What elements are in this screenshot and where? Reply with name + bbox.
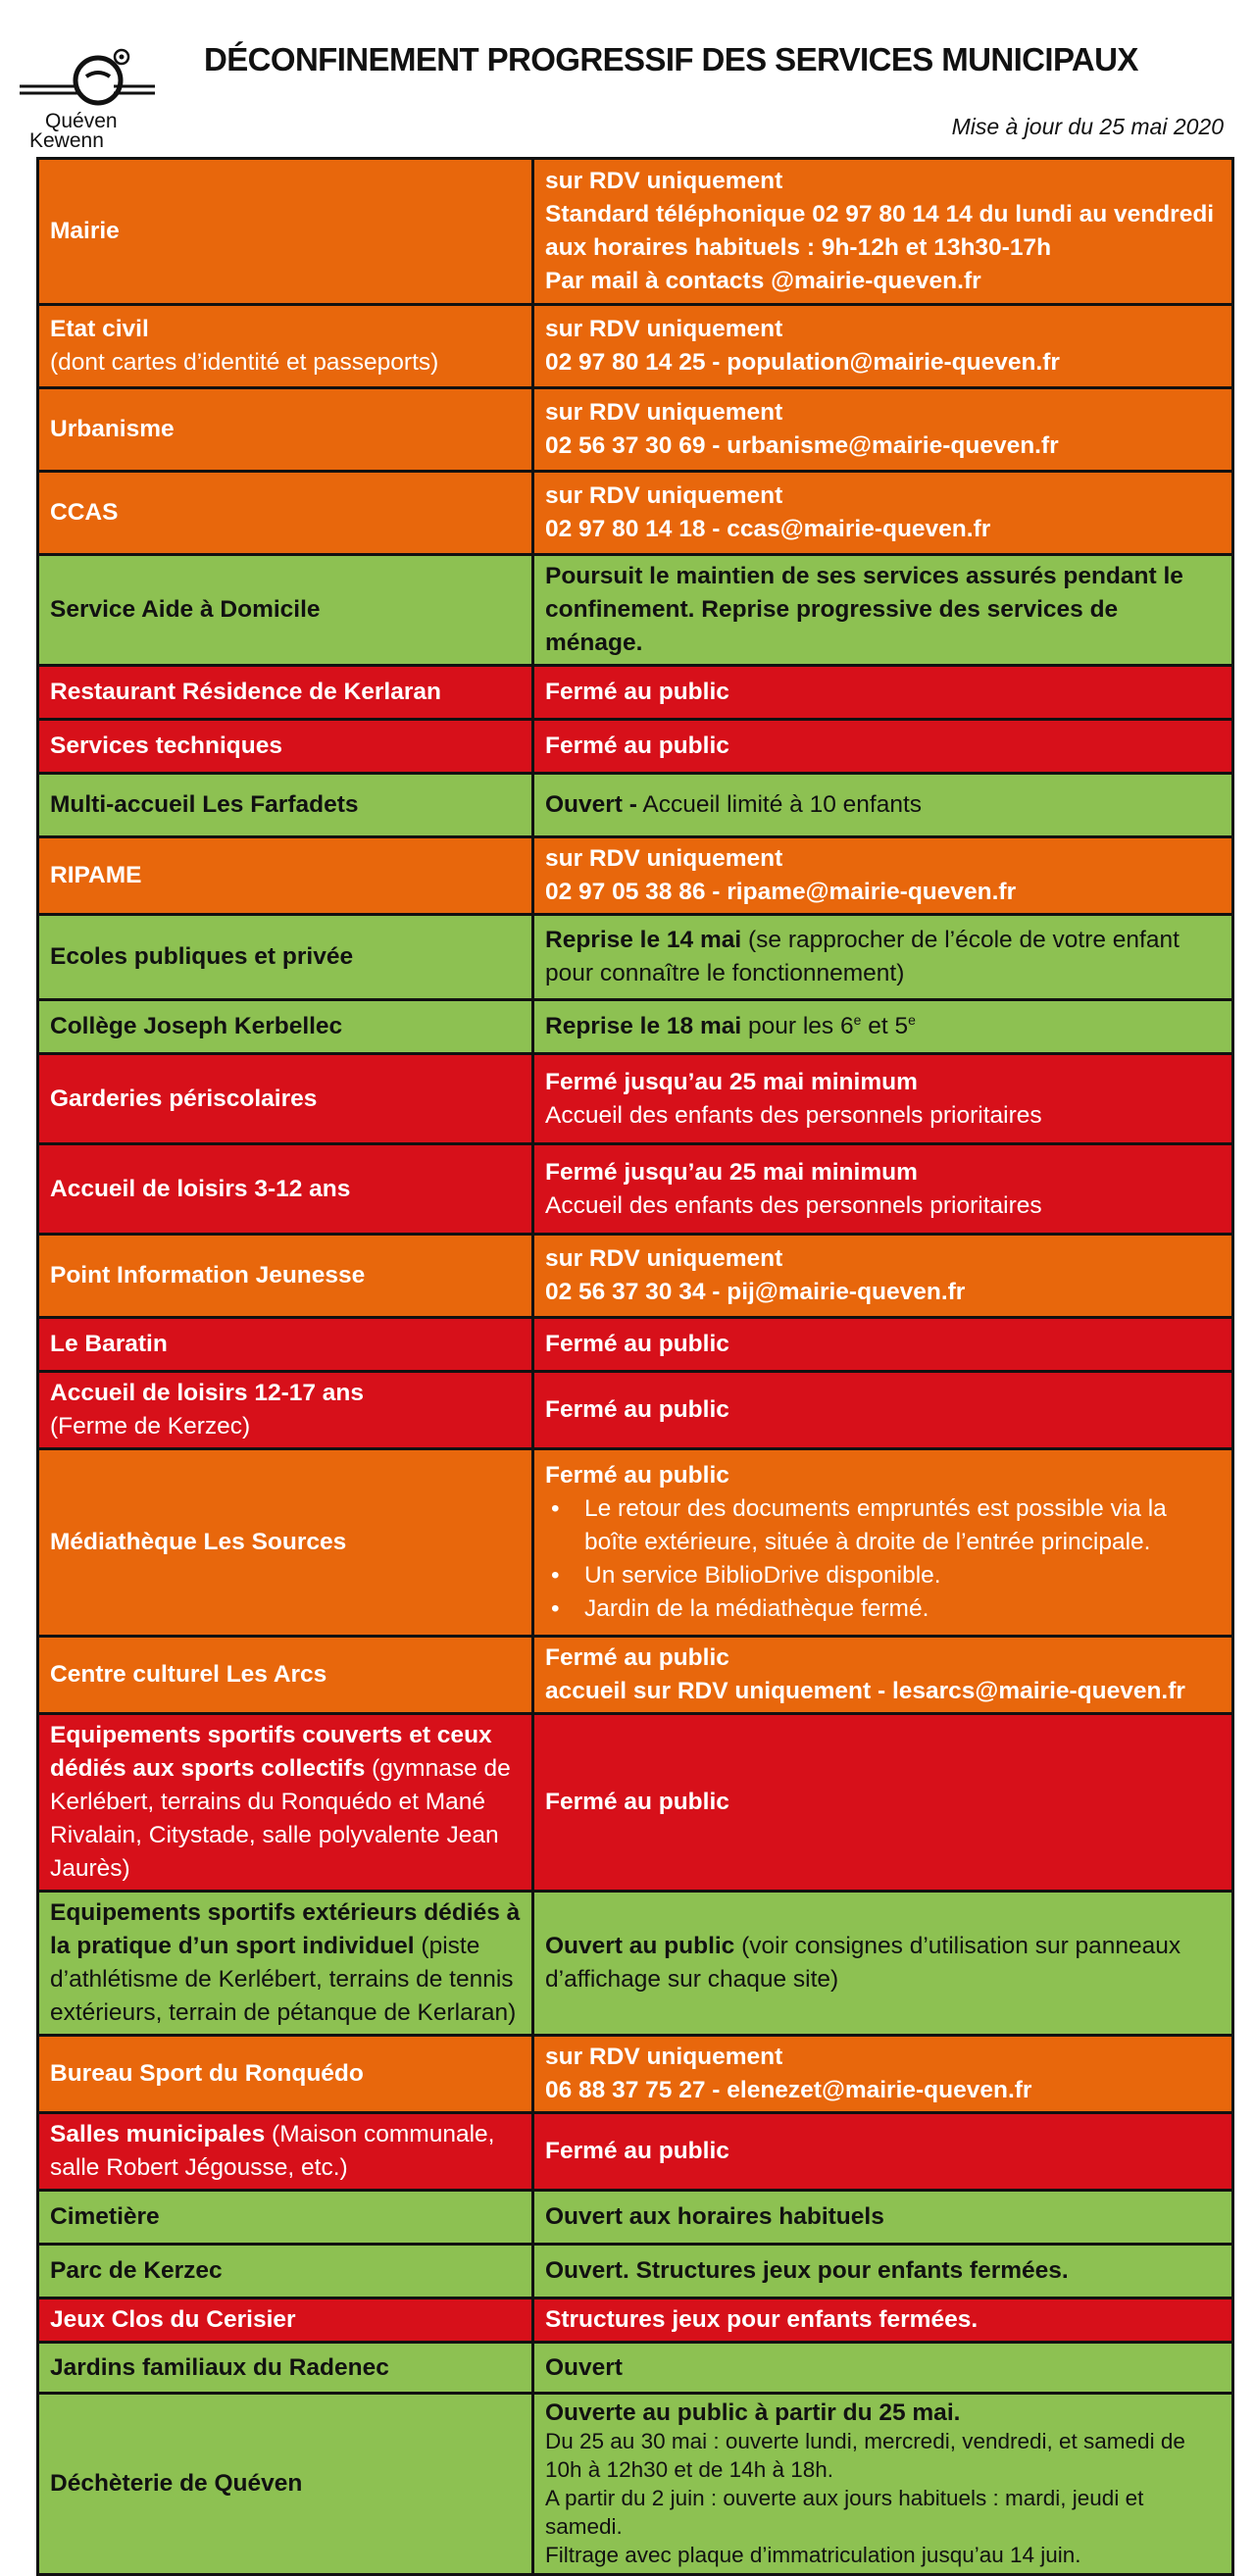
service-note: (Ferme de Kerzec) (50, 1413, 251, 1440)
service-status: Poursuit le maintien de ses services assurés pendant le confinement. Reprise progressive des services de ménage. (533, 555, 1233, 666)
service-name: Collège Joseph Kerbellec (38, 1000, 533, 1054)
status-detail: 02 97 80 14 25 - population@mairie-queven.fr (545, 349, 1060, 376)
status-detail: Du 25 au 30 mai : ouverte lundi, mercredi, vendredi, et samedi de 10h à 12h30 et de 14h à 18h. (545, 2429, 1185, 2482)
service-label: Etat civil (50, 316, 149, 342)
list-item: • Un service BiblioDrive disponible. (584, 1559, 1222, 1592)
status-text: Ouvert - (545, 791, 637, 818)
status-text: Fermé au public (545, 1644, 729, 1671)
service-name (38, 1714, 533, 1892)
service-status (533, 472, 1233, 555)
table-row (38, 1054, 1233, 1144)
service-name (38, 305, 533, 388)
service-status: Fermé au public (533, 1372, 1233, 1449)
queven-logo (18, 47, 165, 155)
table-row (38, 720, 1233, 774)
table-row (38, 2394, 1233, 2575)
service-status (533, 2394, 1233, 2575)
status-text: Fermé au public (545, 1462, 729, 1489)
service-status (533, 1144, 1233, 1235)
service-status: Fermé au public (533, 1714, 1233, 1892)
service-note: (gymnase de Kerlébert, terrains du Ronquédo et Mané Rivalain, Citystade, salle polyvalente Jean Jaurès) (50, 1755, 511, 1882)
table-row (38, 1449, 1233, 1637)
service-name: Le Baratin (38, 1318, 533, 1372)
status-text: sur RDV uniquement (545, 399, 783, 426)
service-name: Parc de Kerzec (38, 2245, 533, 2298)
service-status (533, 837, 1233, 915)
status-text: sur RDV uniquement (545, 316, 783, 342)
status-detail: Accueil limité à 10 enfants (636, 791, 923, 818)
status-detail: Accueil des enfants des personnels prioritaires (545, 1101, 1042, 1129)
update-date: Mise à jour du 25 mai 2020 (951, 114, 1224, 139)
table-row (38, 1235, 1233, 1318)
table-row (38, 472, 1233, 555)
service-note: (Maison communale, salle Robert Jégousse, etc.) (50, 2121, 495, 2181)
status-detail: Accueil des enfants des personnels prioritaires (545, 1191, 1042, 1219)
table-row (38, 2036, 1233, 2113)
service-status (533, 1892, 1233, 2036)
status-text: sur RDV uniquement (545, 168, 783, 194)
status-text: sur RDV uniquement (545, 845, 783, 872)
service-name: Ecoles publiques et privée (38, 915, 533, 1000)
status-detail: Par mail à contacts @mairie-queven.fr (545, 268, 981, 294)
status-text: sur RDV uniquement (545, 2044, 783, 2070)
service-label: Salles municipales (50, 2121, 266, 2147)
service-status: Structures jeux pour enfants fermées. (533, 2298, 1233, 2343)
page-header (0, 0, 1255, 157)
service-status (533, 915, 1233, 1000)
table-row (38, 837, 1233, 915)
service-status: Fermé au public (533, 1318, 1233, 1372)
status-detail: Standard téléphonique 02 97 80 14 14 du lundi au vendredi aux horaires habituels : 9h-12h et 13h30-17h (545, 201, 1215, 261)
status-text: Reprise le 18 mai (545, 1013, 742, 1039)
table-row (38, 2298, 1233, 2343)
status-detail: 06 88 37 75 27 - elenezet@mairie-queven.fr (545, 2077, 1032, 2103)
table-row (38, 388, 1233, 472)
service-name: Mairie (38, 159, 533, 305)
status-detail: 02 97 80 14 18 - ccas@mairie-queven.fr (545, 516, 991, 542)
service-name: Garderies périscolaires (38, 1054, 533, 1144)
table-row (38, 1892, 1233, 2036)
service-status: Ouvert aux horaires habituels (533, 2191, 1233, 2245)
status-text: sur RDV uniquement (545, 1245, 783, 1272)
service-name (38, 1372, 533, 1449)
service-name: Jeux Clos du Cerisier (38, 2298, 533, 2343)
service-status: Fermé au public (533, 666, 1233, 720)
page-title: DÉCONFINEMENT PROGRESSIF DES SERVICES MUNICIPAUX (204, 41, 1138, 77)
status-text: sur RDV uniquement (545, 482, 783, 509)
service-label: Equipements sportifs couverts et ceux dédiés aux sports collectifs (50, 1722, 492, 1782)
table-row (38, 305, 1233, 388)
service-note: (dont cartes d’identité et passeports) (50, 349, 439, 376)
service-note: (piste d’athlétisme de Kerlébert, terrains de tennis extérieurs, terrain de pétanque de Kerlaran) (50, 1933, 517, 2026)
status-detail: Filtrage avec plaque d’immatriculation jusqu’au 14 juin. (545, 2543, 1081, 2567)
table-row (38, 666, 1233, 720)
service-name (38, 2113, 533, 2191)
service-status (533, 2036, 1233, 2113)
service-status: Ouvert. Structures jeux pour enfants fermées. (533, 2245, 1233, 2298)
service-label: Equipements sportifs extérieurs dédiés à la pratique d’un sport individuel (50, 1899, 521, 1959)
table-row (38, 1000, 1233, 1054)
status-text: Fermé jusqu’au 25 mai minimum (545, 1068, 918, 1095)
service-name: Médiathèque Les Sources (38, 1449, 533, 1637)
logo-text-kewenn: Kewenn (29, 129, 104, 152)
status-detail: 02 97 05 38 86 - ripame@mairie-queven.fr (545, 879, 1017, 905)
service-name: RIPAME (38, 837, 533, 915)
service-name: Bureau Sport du Ronquédo (38, 2036, 533, 2113)
logo-text-queven: Quéven (45, 110, 118, 132)
service-name (38, 1892, 533, 2036)
status-detail: accueil sur RDV uniquement - lesarcs@mairie-queven.fr (545, 1678, 1185, 1704)
services-table (36, 157, 1234, 2576)
list-item: • Le retour des documents empruntés est possible via la boîte extérieure, située à droite de l’entrée principale. (584, 1492, 1222, 1559)
service-name: Cimetière (38, 2191, 533, 2245)
service-name: Multi-accueil Les Farfadets (38, 774, 533, 837)
service-status (533, 1000, 1233, 1054)
status-detail: (se rapprocher de l’école de votre enfant pour connaître le fonctionnement) (545, 927, 1180, 986)
service-status (533, 159, 1233, 305)
superscript: e (853, 1011, 862, 1028)
list-item: • Jardin de la médiathèque fermé. (584, 1592, 1222, 1626)
service-status (533, 1235, 1233, 1318)
service-name: Centre culturel Les Arcs (38, 1637, 533, 1714)
table-row (38, 1637, 1233, 1714)
service-label: Accueil de loisirs 12-17 ans (50, 1380, 365, 1406)
service-status (533, 1054, 1233, 1144)
status-text: Fermé jusqu’au 25 mai minimum (545, 1158, 918, 1186)
service-status (533, 1637, 1233, 1714)
service-name: Service Aide à Domicile (38, 555, 533, 666)
table-row (38, 2343, 1233, 2394)
service-status: Fermé au public (533, 720, 1233, 774)
service-name: Déchèterie de Quéven (38, 2394, 533, 2575)
status-text: Reprise le 14 mai (545, 927, 742, 953)
table-row (38, 1144, 1233, 1235)
service-status (533, 774, 1233, 837)
status-detail: et 5 (861, 1013, 909, 1039)
table-row (38, 555, 1233, 666)
table-row (38, 2245, 1233, 2298)
table-row (38, 2191, 1233, 2245)
service-status: Fermé au public (533, 2113, 1233, 2191)
status-text: Ouvert au public (545, 1933, 735, 1959)
status-detail: A partir du 2 juin : ouverte aux jours habituels : mardi, jeudi et samedi. (545, 2486, 1144, 2539)
service-name: Accueil de loisirs 3-12 ans (38, 1144, 533, 1235)
table-row (38, 915, 1233, 1000)
table-row (38, 2113, 1233, 2191)
service-status (533, 1449, 1233, 1637)
table-row (38, 1318, 1233, 1372)
service-name: Urbanisme (38, 388, 533, 472)
service-name: Jardins familiaux du Radenec (38, 2343, 533, 2394)
service-status: Ouvert (533, 2343, 1233, 2394)
table-row (38, 774, 1233, 837)
table-row (38, 1372, 1233, 1449)
status-text: Ouverte au public à partir du 25 mai. (545, 2399, 961, 2426)
table-row (38, 1714, 1233, 1892)
status-detail: 02 56 37 30 34 - pij@mairie-queven.fr (545, 1279, 966, 1305)
table-row (38, 159, 1233, 305)
service-status (533, 305, 1233, 388)
service-name: CCAS (38, 472, 533, 555)
service-name: Restaurant Résidence de Kerlaran (38, 666, 533, 720)
status-detail: (voir consignes d’utilisation sur panneaux d’affichage sur chaque site) (545, 1933, 1181, 1993)
status-detail: 02 56 37 30 69 - urbanisme@mairie-queven.fr (545, 432, 1059, 459)
service-name: Services techniques (38, 720, 533, 774)
service-name: Point Information Jeunesse (38, 1235, 533, 1318)
service-status (533, 388, 1233, 472)
superscript: e (908, 1011, 916, 1028)
status-bullet-list (545, 1492, 1222, 1626)
status-detail: pour les 6 (741, 1013, 854, 1039)
